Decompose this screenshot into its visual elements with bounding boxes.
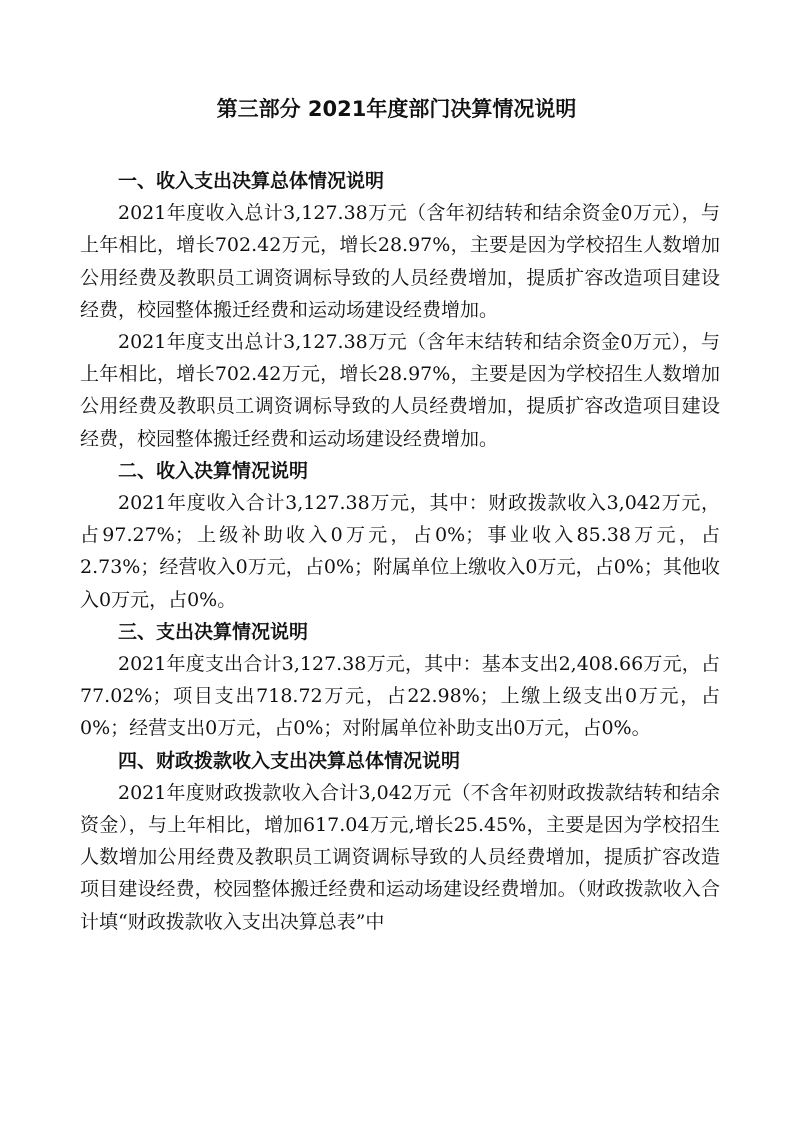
section-heading-3: 三、支出决算情况说明 [118, 620, 309, 643]
section-2-paragraph-1: 2021年度收入合计3,127.38万元，其中：财政拨款收入3,042万元，占97.27%；上级补助收入0万元，占0%；事业收入85.38万元，占2.73%；经营收入0万元，占0%；附属单位上缴收入0万元，占0%；其他收入0万元，占0%。 [80, 492, 720, 611]
section-1-paragraph-1: 2021年度收入总计3,127.38万元（含年初结转和结余资金0万元），与上年相比，增长702.42万元，增长28.97%，主要是因为学校招生人数增加公用经费及教职员工调资调标导致的人员经费增加，提质扩容改造项目建设经费，校园整体搬迁经费和运动场建设经费增加。 [80, 202, 720, 321]
section-heading-1: 一、收入支出决算总体情况说明 [118, 170, 385, 192]
section-heading-4: 四、财政拨款收入支出决算总体情况说明 [118, 749, 461, 772]
section-3-paragraph-1: 2021年度支出合计3,127.38万元，其中：基本支出2,408.66万元，占77.02%；项目支出718.72万元，占22.98%；上缴上级支出0万元，占0%；经营支出0万元，占0%；对附属单位补助支出0万元，占0%。 [80, 653, 720, 740]
section-4-paragraph-1: 2021年度财政拨款收入合计3,042万元（不含年初财政拨款结转和结余资金），与上年相比，增加617.04万元,增长25.45%，主要是因为学校招生人数增加公用经费及教职员工调资调标导致的人员经费增加，提质扩容改造项目建设经费，校园整体搬迁经费和运动场建设经费增加。（财政拨款收入合计填“财政拨款收入支出决算总表”中 [80, 781, 720, 933]
section-heading-2: 二、收入决算情况说明 [118, 459, 309, 482]
page-title: 第三部分 2021年度部门决算情况说明 [216, 97, 577, 121]
section-1-paragraph-2: 2021年度支出总计3,127.38万元（含年末结转和结余资金0万元），与上年相比，增长702.42万元，增长28.97%，主要是因为学校招生人数增加公用经费及教职员工调资调标导致的人员经费增加，提质扩容改造项目建设经费，校园整体搬迁经费和运动场建设经费增加。 [80, 331, 720, 450]
document-body [80, 165, 720, 938]
